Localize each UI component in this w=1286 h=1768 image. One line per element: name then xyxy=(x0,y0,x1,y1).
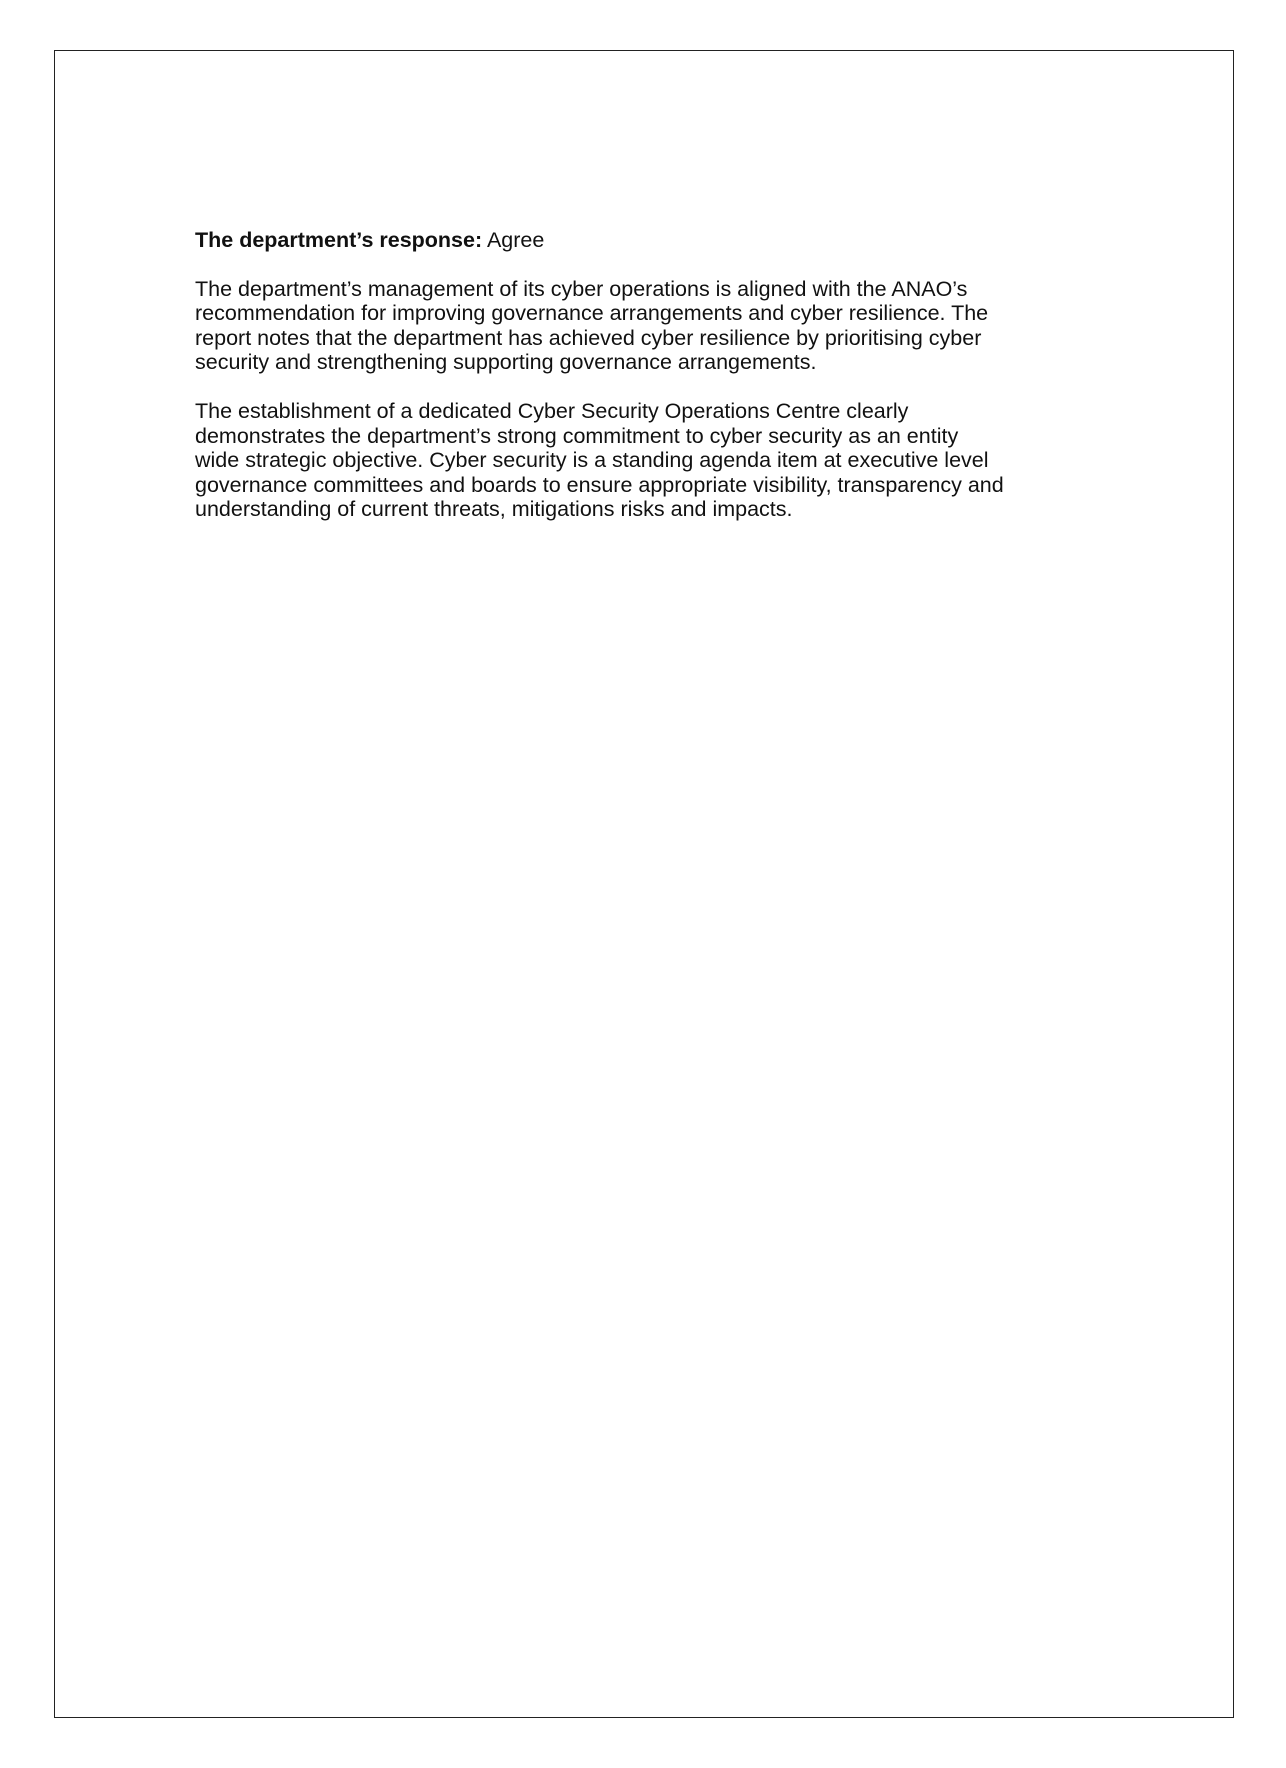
paragraph-line: security and strengthening supporting governance arrangements. xyxy=(195,350,817,374)
paragraph-line: demonstrates the department’s strong commitment to cyber security as an entity xyxy=(195,423,959,448)
paragraph-line: understanding of current threats, mitigations risks and impacts. xyxy=(195,497,793,521)
document-body xyxy=(195,228,1125,546)
response-heading-label: The department’s response: xyxy=(195,228,483,252)
paragraph-line: report notes that the department has achieved cyber resilience by prioritising cyber xyxy=(195,325,982,350)
paragraph-2 xyxy=(195,399,1125,522)
response-heading xyxy=(195,228,1125,253)
response-heading-value: Agree xyxy=(486,228,545,252)
paragraph-line: recommendation for improving governance arrangements and cyber resilience. The xyxy=(195,301,989,325)
paragraph-line: The department’s management of its cyber operations is aligned with the ANAO’s xyxy=(195,276,968,301)
paragraph-1 xyxy=(195,277,1125,375)
paragraph-line: governance committees and boards to ensure appropriate visibility, transparency and xyxy=(195,472,1004,497)
paragraph-line: wide strategic objective. Cyber security is a standing agenda item at executive level xyxy=(195,448,989,472)
paragraph-line: The establishment of a dedicated Cyber Security Operations Centre clearly xyxy=(195,399,909,423)
